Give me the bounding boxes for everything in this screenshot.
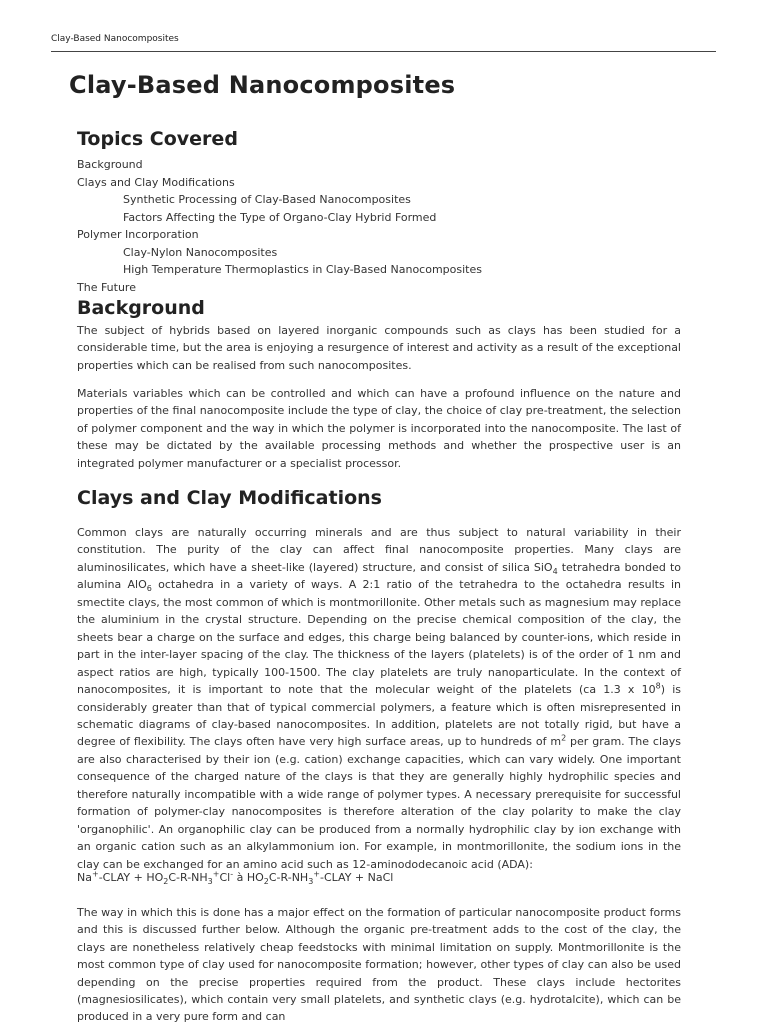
subscript: 4 [552, 567, 558, 577]
page-title: Clay-Based Nanocomposites [69, 71, 456, 99]
eq-part: -CLAY + NaCl [320, 871, 394, 884]
eq-part: C-R-NH [268, 871, 309, 884]
background-heading: Background [77, 297, 205, 319]
clays-paragraph: The way in which this is done has a major effect on the formation of particular nanocomposite product forms and this is discussed further below. Although the organic pre-treatment adds to the cost of the clay, the clays are nonetheless relatively cheap feedstocks with minimal limitation on supply. Montmorillonite is the most common type of clay used for nanocomposite formation; however, other types of clay can also be used depending on the precise properties required from the product. These clays include hectorites (magnesiosilicates), which contain very small platelets, and synthetic clays (e.g. hydrotalcite), which can be produced in a very pure form and can [77, 906, 681, 1024]
background-paragraph: The subject of hybrids based on layered inorganic compounds such as clays has been studied for a considerable time, but the area is enjoying a resurgence of interest and activity as a result of the exceptional properties which can be realised from such nanocomposites. [77, 324, 681, 372]
superscript: + [212, 869, 220, 879]
toc-item[interactable]: Polymer Incorporation [77, 228, 199, 241]
superscript: + [91, 869, 99, 879]
superscript: 8 [655, 681, 661, 691]
eq-part: Cl [219, 871, 231, 884]
clays-heading: Clays and Clay Modifications [77, 487, 382, 509]
toc-item[interactable]: Background [77, 158, 143, 171]
subscript: 2 [263, 877, 269, 887]
superscript: - [230, 869, 234, 879]
toc-item[interactable]: Clay-Nylon Nanocomposites [123, 245, 278, 259]
toc-item[interactable]: Synthetic Processing of Clay-Based Nanocomposites [123, 193, 411, 206]
subscript: 3 [207, 877, 213, 887]
toc-item[interactable]: The Future [77, 280, 136, 294]
text-run: octahedra in a variety of ways. A 2:1 ratio of the tetrahedra to the octahedra results in smectite clays, the most common of which is montmorillonite. Other metals such as magnesium may replace the aluminium in the crystal structure. Depending on the precise chemical composition of the clay, the sheets bear a charge on the surface and edges, this charge being balanced by counter-ions, which reside in part in the inter-layer spacing of the clay. The thickness of the layers (platelets) is of the order of 1 nm and aspect ratios are high, typically 100-1500. The clay platelets are truly nanoparticulate. In the context of nanocomposites, it is important to note that the molecular weight of the platelets (ca 1.3 x 10 [77, 578, 681, 697]
superscript: + [313, 869, 320, 879]
text-run: ) is considerably greater than that of typical commercial polymers, a feature which is often misrepresented in schematic diagrams of clay-based nanocomposites. In addition, platelets are not totally rigid, but have a degree of flexibility. The clays often have very high surface areas, up to hundreds of m [77, 683, 681, 749]
toc-item[interactable]: Factors Affecting the Type of Organo-Clay Hybrid Formed [123, 210, 437, 224]
toc-item[interactable]: Clays and Clay Modifications [77, 175, 235, 189]
background-paragraph: Materials variables which can be controlled and which can have a profound influence on the nature and properties of the final nanocomposite include the type of clay, the choice of clay pre-treatment, the selection of polymer component and the way in which the polymer is incorporated into the nanocomposite. The last of these may be dictated by the available processing methods and whether the prospective user is an integrated polymer manufacturer or a specialist processor. [77, 387, 681, 470]
subscript: 3 [308, 877, 314, 887]
table-of-contents [77, 156, 697, 296]
text-run: tetrahedra bonded to alumina AlO [77, 560, 681, 592]
running-head: Clay-Based Nanocomposites [51, 34, 179, 44]
toc-heading: Topics Covered [77, 128, 238, 150]
text-run: Common clays are naturally occurring minerals and are thus subject to natural variability in their constitution. The purity of the clay can affect final nanocomposite properties. Many clays are aluminosilicates, which have a sheet-like (layered) structure, and consist of silica SiO [77, 526, 681, 574]
text-run: per gram. The clays are also characterised by their ion (e.g. cation) exchange capacities, which can vary widely. One important consequence of the charged nature of the clays is that they are generally highly hydrophilic species and therefore naturally incompatible with a wide range of polymer types. A necessary prerequisite for successful formation of polymer-clay nanocomposites is therefore alteration of the clay polarity to make the clay 'organophilic'. An organophilic clay can be produced from a normally hydrophilic clay by ion exchange with an organic cation such as an alkylammonium ion. For example, in montmorillonite, the sodium ions in the clay can be exchanged for an amino acid such as 12-aminododecanoic acid (ADA): [77, 735, 681, 871]
eq-part: C-R-NH [168, 871, 208, 884]
toc-item[interactable]: High Temperature Thermoplastics in Clay-Based Nanocomposites [123, 263, 482, 276]
clays-paragraph [77, 524, 681, 873]
eq-part: -CLAY + HO [98, 871, 164, 884]
subscript: 2 [163, 877, 169, 887]
eq-part: Na [77, 871, 92, 884]
subscript: 6 [146, 584, 152, 594]
header-rule [51, 51, 716, 52]
superscript: 2 [561, 733, 567, 743]
eq-part: à HO [233, 871, 264, 884]
chemical-equation [77, 869, 681, 886]
